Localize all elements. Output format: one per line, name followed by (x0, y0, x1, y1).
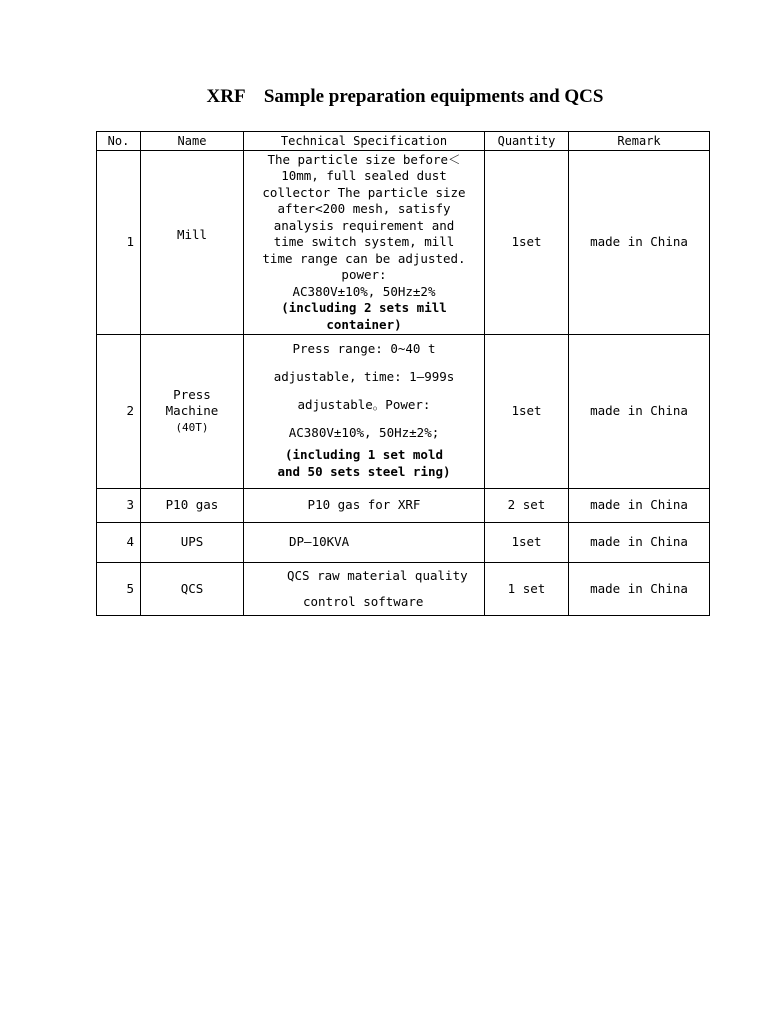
header-remark: Remark (569, 132, 710, 151)
table-row (97, 489, 710, 523)
row-quantity: 1 set (485, 563, 569, 616)
row-spec: DP—10KVA (244, 523, 485, 563)
row-quantity: 2 set (485, 489, 569, 523)
table-row (97, 151, 710, 335)
page-title: XRF Sample preparation equipments and QCS (206, 86, 604, 107)
row-remark: made in China (569, 335, 710, 489)
row-no: 5 (97, 563, 141, 616)
row-name: UPS (141, 523, 244, 563)
header-spec: Technical Specification (244, 132, 485, 151)
header-no: No. (97, 132, 141, 151)
row-remark: made in China (569, 563, 710, 616)
row-no: 1 (97, 151, 141, 335)
table-row (97, 335, 710, 489)
row-no: 3 (97, 489, 141, 523)
header-quantity: Quantity (485, 132, 569, 151)
row-remark: made in China (569, 489, 710, 523)
header-name: Name (141, 132, 244, 151)
row-spec: P10 gas for XRF (244, 489, 485, 523)
row-spec: The particle size before＜ 10mm, full sealed dust collector The particle size after<200 mesh, satisfy analysis requirement and time switch system, mill time range can be adjusted. power: AC380V±10%, 50Hz±2% (including 2 sets mill container) (244, 151, 485, 335)
table-row (97, 563, 710, 616)
row-quantity: 1set (485, 335, 569, 489)
table-header-row (97, 132, 710, 151)
table-row (97, 523, 710, 563)
row-no: 4 (97, 523, 141, 563)
row-spec: QCS raw material quality control software (244, 563, 485, 616)
equipment-table (96, 131, 710, 616)
row-remark: made in China (569, 151, 710, 335)
row-quantity: 1set (485, 523, 569, 563)
row-name: Mill (141, 151, 244, 335)
row-name: Press Machine (40T) (141, 335, 244, 489)
row-no: 2 (97, 335, 141, 489)
row-quantity: 1set (485, 151, 569, 335)
row-spec: Press range: 0~40 t adjustable, time: 1—999s adjustable。Power: AC380V±10%, 50Hz±2%; (including 1 set mold and 50 sets steel ring) (244, 335, 485, 489)
row-remark: made in China (569, 523, 710, 563)
row-name: QCS (141, 563, 244, 616)
row-name: P10 gas (141, 489, 244, 523)
